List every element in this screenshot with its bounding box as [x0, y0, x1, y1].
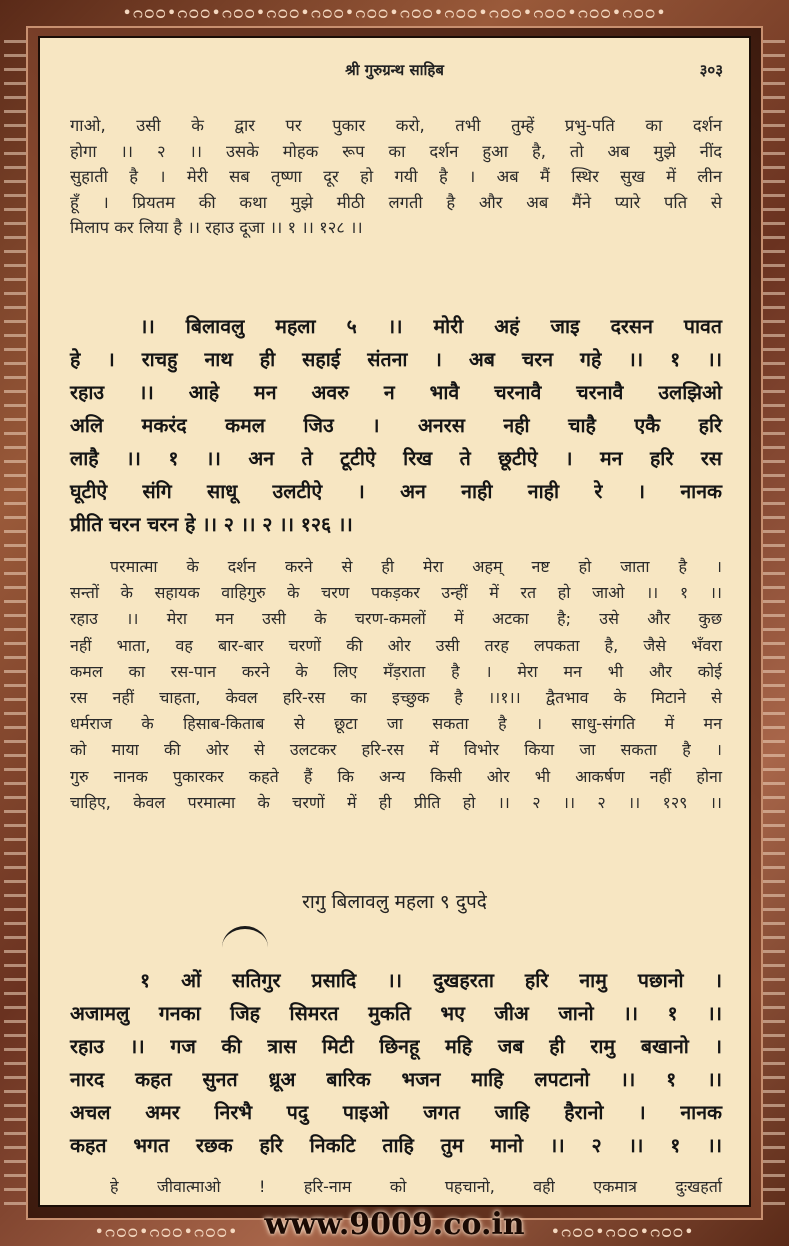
verse-line: अजामलु गनका जिह सिमरत मुकति भए जीअ जानो ।। १ ।।	[70, 1002, 722, 1025]
book-title: श्री गुरुग्रन्थ साहिब	[345, 61, 444, 79]
raag-heading: रागु बिलावलु महला ९ दुपदे	[302, 891, 487, 913]
frame-left-pattern	[4, 40, 26, 1206]
verse-line: हे । राचहु नाथ ही सहाई संतना । अब चरन गहे ।। १ ।।	[70, 348, 722, 371]
text-line: रस नहीं चाहता, केवल हरि-रस का इच्छुक है ।।१।। द्वैतभाव के मिटाने से	[70, 688, 722, 708]
ek-onkar-arc	[222, 926, 268, 969]
text-line: हूँ । प्रियतम की कथा मुझे मीठी लगती है और अब मैंने प्यारे पति से	[70, 192, 722, 212]
footer-url: www.9009.co.in	[264, 1207, 525, 1242]
text-line: गुरु नानक पुकारकर कहते हैं कि अन्य किसी ओर भी आकर्षण नहीं होना	[70, 766, 722, 786]
text-line: हे जीवात्माओ ! हरि-नाम को पहचानो, वही एकमात्र दुःखहर्ता	[110, 1177, 722, 1196]
verse-line: प्रीति चरन चरन हे ।। २ ।। २ ।। १२६ ।।	[70, 513, 353, 536]
text-line: धर्मराज के हिसाब-किताब से छूटा जा सकता है । साधु-संगति में मन	[70, 714, 722, 734]
gurbani-verse-2	[70, 964, 722, 1162]
translation-paragraph-3	[70, 1174, 722, 1200]
frame-right-pattern	[763, 40, 785, 1206]
top-ornament: •ᴒᴑᴑ•ᴒᴑᴑ•ᴒᴑᴑ•ᴒᴑᴑ•ᴒᴑᴑ•ᴒᴑᴑ•ᴒᴑᴑ•ᴒᴑᴑ•ᴒᴑᴑ•ᴒᴑᴑ•ᴒᴑᴑ•ᴒᴑᴑ•	[122, 3, 667, 22]
verse-line: रहाउ ।। गज की त्रास मिटी छिनहू महि जब ही रामु बखानो ।	[70, 1035, 722, 1058]
text-line: मिलाप कर लिया है ।। रहाउ दूजा ।। १ ।। १२८ ।।	[70, 218, 363, 237]
text-line: परमात्मा के दर्शन करने से ही मेरा अहम् नष्ट हो जाता है ।	[110, 557, 722, 576]
verse-line: लाहै ।। १ ।। अन ते टूटीऐ रिख ते छूटीऐ । मन हरि रस	[70, 447, 722, 470]
verse-line: कहत भगत रछक हरि निकटि ताहि तुम मानो ।। २ ।। १ ।।	[70, 1134, 722, 1157]
page-number: ३०३	[699, 61, 723, 79]
verse-line: नारद कहत सुनत ध्रूअ बारिक भजन माहि लपटानो ।। १ ।।	[70, 1068, 722, 1091]
gurbani-verse-1	[70, 310, 722, 541]
text-line: रहाउ ।। मेरा मन उसी के चरण-कमलों में अटका है; उसे और कुछ	[70, 609, 722, 629]
text-line: सन्तों के सहायक वाहिगुरु के चरण पकड़कर उन्हीं में रत हो जाओ ।। १ ।।	[70, 583, 722, 603]
text-line: नहीं भाता, वह बार-बार चरणों की ओर उसी तरह लपकता है, जैसे भँवरा	[70, 635, 722, 655]
book-page	[38, 36, 751, 1207]
translation-paragraph-2	[70, 554, 722, 816]
text-line: कमल का रस-पान करने के लिए मँड़राता है । मेरा मन भी और कोई	[70, 661, 722, 681]
bottom-ornament-left: •ᴒᴑᴑ•ᴒᴑᴑ•ᴒᴑᴑ•	[94, 1222, 239, 1241]
verse-line: अलि मकरंद कमल जिउ । अनरस नही चाहै एकै हरि	[70, 414, 722, 437]
text-line: को माया की ओर से उलटकर हरि-रस में विभोर किया जा सकता है ।	[70, 740, 722, 760]
verse-line: अचल अमर निरभै पदु पाइओ जगत जाहि हैरानो । नानक	[70, 1101, 722, 1124]
text-line: होगा ।। २ ।। उसके मोहक रूप का दर्शन हुआ है, तो अब मुझे नींद	[70, 141, 722, 161]
text-line: चाहिए, केवल परमात्मा के चरणों में ही प्रीति हो ।। २ ।। २ ।। १२९ ।।	[70, 792, 722, 812]
verse-line: रहाउ ।। आहे मन अवरु न भावै चरनावै चरनावै उलझिओ	[70, 381, 722, 404]
translation-paragraph-1	[70, 113, 722, 241]
page-header	[40, 60, 749, 86]
verse-line: १ ओं सतिगुर प्रसादि ।। दुखहरता हरि नामु पछानो ।	[140, 969, 722, 992]
text-line: सुहाती है । मेरी सब तृष्णा दूर हो गयी है । अब मैं स्थिर सुख में लीन	[70, 167, 722, 186]
text-line: गाओ, उसी के द्वार पर पुकार करो, तभी तुम्हें प्रभु-पति का दर्शन	[70, 116, 722, 135]
verse-line: ।। बिलावलु महला ५ ।। मोरी अहं जाइ दरसन पावत	[140, 315, 722, 338]
bottom-ornament-right: •ᴒᴑᴑ•ᴒᴑᴑ•ᴒᴑᴑ•	[550, 1222, 695, 1241]
verse-line: घूटीऐ संगि साधू उलटीऐ । अन नाही नाही रे । नानक	[70, 480, 722, 503]
